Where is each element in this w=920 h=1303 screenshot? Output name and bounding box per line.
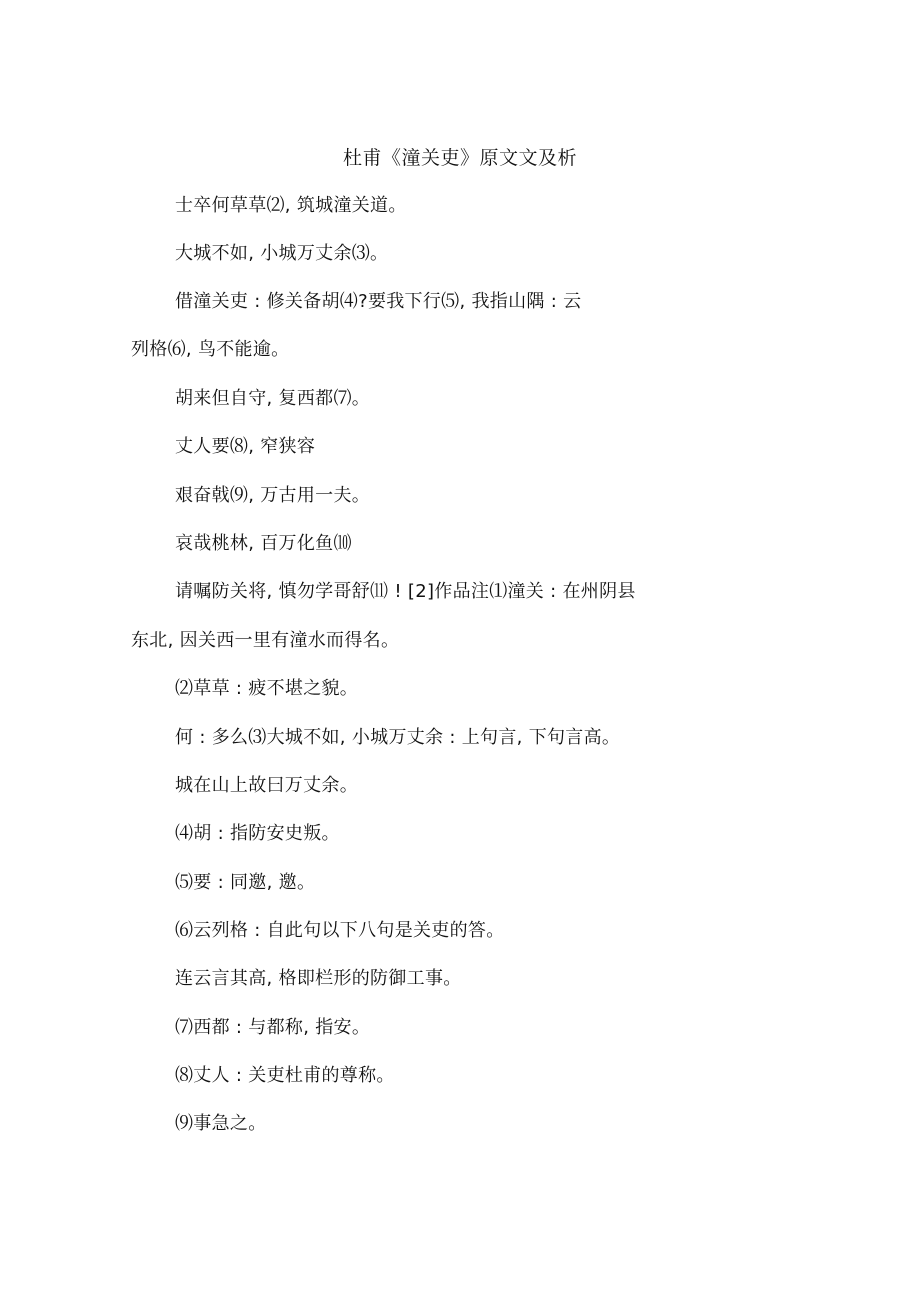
text-line: 请嘱防关将, 慎勿学哥舒⑾ ! [2]作品注⑴潼关 : 在州阴县: [175, 581, 636, 602]
text-line: ⑷胡 : 指防安史叛。: [175, 823, 340, 844]
document-title: 杜甫《潼关吏》原文文及析: [342, 147, 577, 169]
text-line: ⑹云列格 : 自此句以下八句是关吏的答。: [175, 920, 505, 941]
text-line: 艰奋戟⑼, 万古用一夫。: [175, 485, 371, 506]
text-line: 丈人要⑻, 窄狭容: [175, 436, 316, 457]
text-line: 胡来但自守, 复西都⑺。: [175, 388, 371, 409]
text-line: 士卒何草草⑵, 筑城潼关道。: [175, 195, 407, 216]
text-line: 连云言其高, 格即栏形的防御工事。: [175, 968, 462, 989]
text-line: 何 : 多么⑶大城不如, 小城万丈余 : 上句言, 下句言高。: [175, 727, 621, 748]
text-line: 哀哉桃林, 百万化鱼⑽: [175, 533, 352, 554]
text-line: 借潼关吏 : 修关备胡⑷?要我下行⑸, 我指山隅 : 云: [175, 291, 582, 312]
text-line: 大城不如, 小城万丈余⑶。: [175, 243, 389, 264]
text-line: ⑼事急之。: [175, 1113, 267, 1134]
text-line: ⑻丈人 : 关吏杜甫的尊称。: [175, 1065, 395, 1086]
text-line: ⑸要 : 同邀, 邀。: [175, 872, 316, 893]
text-line: 城在山上故曰万丈余。: [175, 775, 358, 796]
text-line: ⑵草草 : 疲不堪之貌。: [175, 678, 359, 699]
text-line: ⑺西都 : 与都称, 指安。: [175, 1017, 371, 1038]
text-line: 东北, 因关西一里有潼水而得名。: [131, 630, 400, 651]
text-line: 列格⑹, 鸟不能逾。: [131, 339, 290, 360]
